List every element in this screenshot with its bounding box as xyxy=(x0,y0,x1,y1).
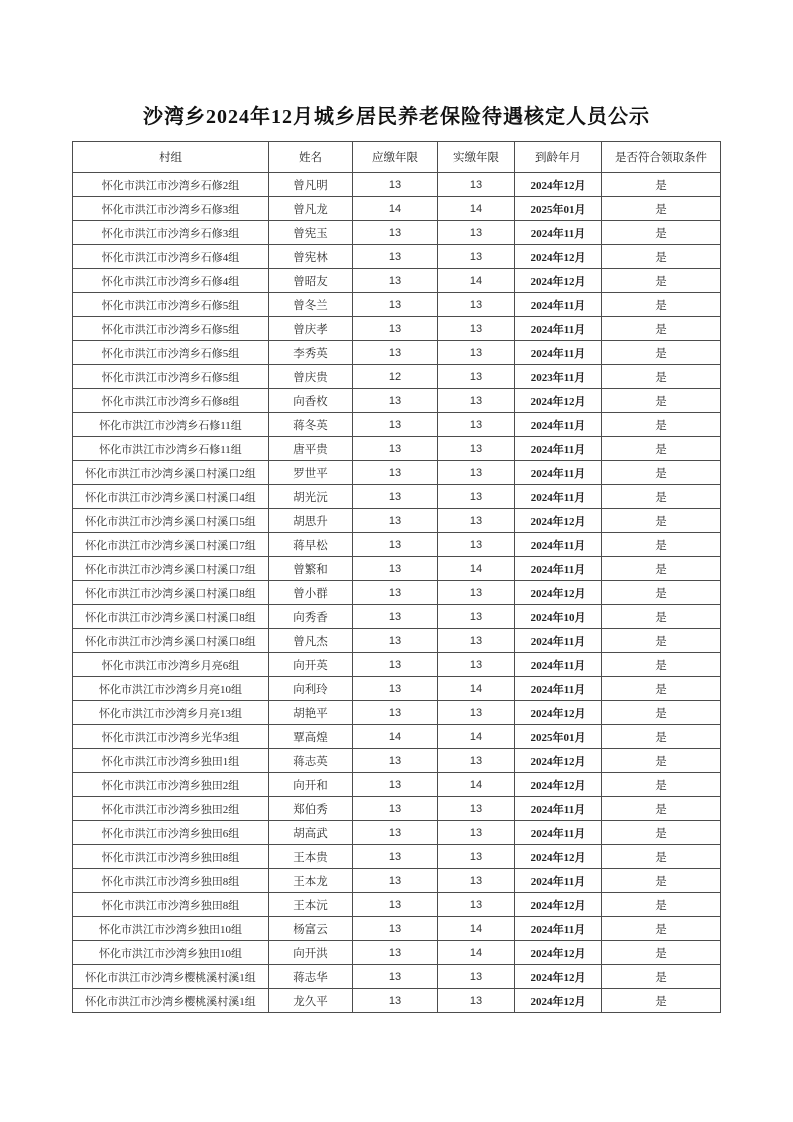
table-row xyxy=(73,173,721,197)
cell-village-group: 怀化市洪江市沙湾乡石修5组 xyxy=(73,317,269,341)
cell-eligibility: 是 xyxy=(602,173,721,197)
cell-village-group: 怀化市洪江市沙湾乡石修5组 xyxy=(73,293,269,317)
cell-eligibility: 是 xyxy=(602,917,721,941)
cell-years-due: 13 xyxy=(353,869,438,893)
cell-age-month: 2024年11月 xyxy=(515,293,602,317)
cell-name: 向开和 xyxy=(269,773,353,797)
cell-age-month: 2024年11月 xyxy=(515,341,602,365)
cell-years-due: 13 xyxy=(353,917,438,941)
table-row xyxy=(73,605,721,629)
cell-village-group: 怀化市洪江市沙湾乡溪口村溪口7组 xyxy=(73,533,269,557)
header-years-paid: 实缴年限 xyxy=(438,142,515,173)
table-row xyxy=(73,725,721,749)
cell-name: 胡思升 xyxy=(269,509,353,533)
header-eligibility: 是否符合领取条件 xyxy=(602,142,721,173)
cell-age-month: 2024年11月 xyxy=(515,533,602,557)
cell-years-due: 13 xyxy=(353,173,438,197)
cell-years-paid: 13 xyxy=(438,413,515,437)
cell-years-due: 13 xyxy=(353,557,438,581)
cell-years-due: 14 xyxy=(353,197,438,221)
cell-eligibility: 是 xyxy=(602,749,721,773)
cell-years-due: 13 xyxy=(353,629,438,653)
cell-years-due: 13 xyxy=(353,773,438,797)
cell-eligibility: 是 xyxy=(602,485,721,509)
cell-eligibility: 是 xyxy=(602,509,721,533)
cell-years-due: 13 xyxy=(353,461,438,485)
table-header-row xyxy=(73,142,721,173)
cell-years-due: 13 xyxy=(353,653,438,677)
cell-years-due: 13 xyxy=(353,581,438,605)
cell-name: 曾宪林 xyxy=(269,245,353,269)
cell-village-group: 怀化市洪江市沙湾乡独田1组 xyxy=(73,749,269,773)
cell-eligibility: 是 xyxy=(602,341,721,365)
cell-eligibility: 是 xyxy=(602,941,721,965)
cell-village-group: 怀化市洪江市沙湾乡石修5组 xyxy=(73,365,269,389)
cell-village-group: 怀化市洪江市沙湾乡月亮13组 xyxy=(73,701,269,725)
header-age-month: 到龄年月 xyxy=(515,142,602,173)
table-row xyxy=(73,317,721,341)
table-row xyxy=(73,653,721,677)
cell-years-paid: 13 xyxy=(438,437,515,461)
cell-village-group: 怀化市洪江市沙湾乡樱桃溪村溪1组 xyxy=(73,989,269,1013)
cell-name: 王本龙 xyxy=(269,869,353,893)
cell-name: 胡艳平 xyxy=(269,701,353,725)
cell-years-due: 13 xyxy=(353,989,438,1013)
cell-name: 向利玲 xyxy=(269,677,353,701)
cell-name: 曾庆贵 xyxy=(269,365,353,389)
cell-eligibility: 是 xyxy=(602,533,721,557)
cell-eligibility: 是 xyxy=(602,413,721,437)
table-row xyxy=(73,221,721,245)
cell-name: 曾繁和 xyxy=(269,557,353,581)
cell-name: 曾冬兰 xyxy=(269,293,353,317)
cell-eligibility: 是 xyxy=(602,317,721,341)
cell-age-month: 2024年12月 xyxy=(515,989,602,1013)
cell-years-paid: 13 xyxy=(438,293,515,317)
cell-eligibility: 是 xyxy=(602,821,721,845)
cell-years-paid: 13 xyxy=(438,653,515,677)
table-row xyxy=(73,533,721,557)
cell-years-paid: 14 xyxy=(438,557,515,581)
cell-village-group: 怀化市洪江市沙湾乡溪口村溪口7组 xyxy=(73,557,269,581)
cell-eligibility: 是 xyxy=(602,245,721,269)
cell-name: 龙久平 xyxy=(269,989,353,1013)
cell-age-month: 2024年11月 xyxy=(515,821,602,845)
cell-eligibility: 是 xyxy=(602,293,721,317)
cell-years-due: 13 xyxy=(353,341,438,365)
cell-eligibility: 是 xyxy=(602,437,721,461)
table-row xyxy=(73,797,721,821)
cell-years-due: 13 xyxy=(353,677,438,701)
table-row xyxy=(73,677,721,701)
cell-village-group: 怀化市洪江市沙湾乡独田10组 xyxy=(73,917,269,941)
cell-village-group: 怀化市洪江市沙湾乡月亮10组 xyxy=(73,677,269,701)
page-title: 沙湾乡2024年12月城乡居民养老保险待遇核定人员公示 xyxy=(143,106,650,128)
table-body xyxy=(73,173,721,1013)
cell-years-paid: 13 xyxy=(438,797,515,821)
table-row xyxy=(73,629,721,653)
cell-age-month: 2024年11月 xyxy=(515,917,602,941)
table-row xyxy=(73,821,721,845)
cell-name: 向开英 xyxy=(269,653,353,677)
cell-age-month: 2024年11月 xyxy=(515,797,602,821)
table-row xyxy=(73,485,721,509)
cell-age-month: 2024年12月 xyxy=(515,845,602,869)
cell-years-paid: 13 xyxy=(438,173,515,197)
cell-eligibility: 是 xyxy=(602,893,721,917)
cell-age-month: 2024年11月 xyxy=(515,677,602,701)
cell-years-due: 13 xyxy=(353,821,438,845)
cell-age-month: 2025年01月 xyxy=(515,197,602,221)
cell-village-group: 怀化市洪江市沙湾乡石修4组 xyxy=(73,245,269,269)
cell-eligibility: 是 xyxy=(602,677,721,701)
cell-name: 蒋志英 xyxy=(269,749,353,773)
cell-age-month: 2024年11月 xyxy=(515,869,602,893)
cell-name: 覃高煌 xyxy=(269,725,353,749)
table-row xyxy=(73,437,721,461)
cell-village-group: 怀化市洪江市沙湾乡樱桃溪村溪1组 xyxy=(73,965,269,989)
cell-village-group: 怀化市洪江市沙湾乡石修3组 xyxy=(73,221,269,245)
cell-years-due: 14 xyxy=(353,725,438,749)
cell-age-month: 2024年12月 xyxy=(515,581,602,605)
table-row xyxy=(73,845,721,869)
cell-name: 郑伯秀 xyxy=(269,797,353,821)
cell-years-paid: 13 xyxy=(438,221,515,245)
cell-age-month: 2025年01月 xyxy=(515,725,602,749)
cell-name: 曾小群 xyxy=(269,581,353,605)
table-row xyxy=(73,773,721,797)
table-row xyxy=(73,989,721,1013)
header-years-due: 应缴年限 xyxy=(353,142,438,173)
cell-years-paid: 13 xyxy=(438,701,515,725)
cell-name: 曾凡龙 xyxy=(269,197,353,221)
cell-age-month: 2024年12月 xyxy=(515,269,602,293)
cell-name: 向开洪 xyxy=(269,941,353,965)
cell-age-month: 2024年11月 xyxy=(515,461,602,485)
cell-years-due: 13 xyxy=(353,605,438,629)
cell-village-group: 怀化市洪江市沙湾乡溪口村溪口8组 xyxy=(73,605,269,629)
cell-name: 曾宪玉 xyxy=(269,221,353,245)
cell-eligibility: 是 xyxy=(602,197,721,221)
cell-age-month: 2024年11月 xyxy=(515,221,602,245)
cell-eligibility: 是 xyxy=(602,773,721,797)
cell-years-due: 13 xyxy=(353,245,438,269)
cell-age-month: 2024年12月 xyxy=(515,749,602,773)
cell-years-paid: 13 xyxy=(438,389,515,413)
cell-years-paid: 13 xyxy=(438,509,515,533)
cell-age-month: 2024年12月 xyxy=(515,173,602,197)
cell-years-due: 13 xyxy=(353,941,438,965)
cell-years-paid: 14 xyxy=(438,197,515,221)
table-row xyxy=(73,557,721,581)
cell-eligibility: 是 xyxy=(602,605,721,629)
cell-eligibility: 是 xyxy=(602,221,721,245)
table-row xyxy=(73,269,721,293)
cell-years-due: 13 xyxy=(353,893,438,917)
cell-eligibility: 是 xyxy=(602,389,721,413)
header-village-group: 村组 xyxy=(73,142,269,173)
cell-age-month: 2024年11月 xyxy=(515,413,602,437)
cell-age-month: 2024年12月 xyxy=(515,941,602,965)
cell-name: 蒋早松 xyxy=(269,533,353,557)
cell-village-group: 怀化市洪江市沙湾乡独田2组 xyxy=(73,773,269,797)
cell-eligibility: 是 xyxy=(602,461,721,485)
cell-eligibility: 是 xyxy=(602,581,721,605)
table-row xyxy=(73,869,721,893)
cell-village-group: 怀化市洪江市沙湾乡石修8组 xyxy=(73,389,269,413)
cell-age-month: 2023年11月 xyxy=(515,365,602,389)
cell-name: 曾凡杰 xyxy=(269,629,353,653)
cell-name: 杨富云 xyxy=(269,917,353,941)
table-row xyxy=(73,245,721,269)
cell-years-due: 13 xyxy=(353,845,438,869)
cell-eligibility: 是 xyxy=(602,869,721,893)
cell-name: 曾庆孝 xyxy=(269,317,353,341)
cell-years-due: 13 xyxy=(353,485,438,509)
cell-age-month: 2024年12月 xyxy=(515,965,602,989)
cell-age-month: 2024年11月 xyxy=(515,629,602,653)
cell-years-paid: 14 xyxy=(438,941,515,965)
cell-age-month: 2024年10月 xyxy=(515,605,602,629)
cell-years-paid: 13 xyxy=(438,989,515,1013)
cell-village-group: 怀化市洪江市沙湾乡溪口村溪口2组 xyxy=(73,461,269,485)
table-row xyxy=(73,701,721,725)
table-row xyxy=(73,965,721,989)
cell-years-due: 13 xyxy=(353,797,438,821)
cell-name: 蒋冬英 xyxy=(269,413,353,437)
cell-name: 王本贵 xyxy=(269,845,353,869)
cell-age-month: 2024年12月 xyxy=(515,245,602,269)
cell-village-group: 怀化市洪江市沙湾乡石修11组 xyxy=(73,437,269,461)
cell-name: 胡高武 xyxy=(269,821,353,845)
cell-years-paid: 13 xyxy=(438,581,515,605)
cell-age-month: 2024年12月 xyxy=(515,701,602,725)
cell-age-month: 2024年11月 xyxy=(515,557,602,581)
cell-years-paid: 13 xyxy=(438,869,515,893)
cell-eligibility: 是 xyxy=(602,701,721,725)
cell-years-due: 12 xyxy=(353,365,438,389)
cell-years-paid: 13 xyxy=(438,485,515,509)
cell-village-group: 怀化市洪江市沙湾乡独田8组 xyxy=(73,845,269,869)
cell-eligibility: 是 xyxy=(602,629,721,653)
cell-years-paid: 14 xyxy=(438,917,515,941)
cell-eligibility: 是 xyxy=(602,557,721,581)
table-row xyxy=(73,749,721,773)
cell-name: 蒋志华 xyxy=(269,965,353,989)
cell-years-paid: 14 xyxy=(438,773,515,797)
table-row xyxy=(73,917,721,941)
cell-village-group: 怀化市洪江市沙湾乡独田10组 xyxy=(73,941,269,965)
cell-years-due: 13 xyxy=(353,749,438,773)
pension-notice-table xyxy=(72,141,721,1013)
cell-years-paid: 13 xyxy=(438,461,515,485)
cell-village-group: 怀化市洪江市沙湾乡溪口村溪口4组 xyxy=(73,485,269,509)
cell-years-due: 13 xyxy=(353,509,438,533)
table-row xyxy=(73,461,721,485)
cell-age-month: 2024年11月 xyxy=(515,437,602,461)
cell-years-paid: 13 xyxy=(438,341,515,365)
cell-age-month: 2024年11月 xyxy=(515,653,602,677)
cell-village-group: 怀化市洪江市沙湾乡石修4组 xyxy=(73,269,269,293)
table-row xyxy=(73,365,721,389)
cell-age-month: 2024年12月 xyxy=(515,893,602,917)
cell-years-paid: 13 xyxy=(438,365,515,389)
cell-age-month: 2024年11月 xyxy=(515,317,602,341)
cell-village-group: 怀化市洪江市沙湾乡溪口村溪口8组 xyxy=(73,581,269,605)
cell-years-paid: 14 xyxy=(438,269,515,293)
cell-years-due: 13 xyxy=(353,221,438,245)
cell-years-paid: 13 xyxy=(438,893,515,917)
cell-years-due: 13 xyxy=(353,437,438,461)
table-row xyxy=(73,581,721,605)
header-name: 姓名 xyxy=(269,142,353,173)
cell-village-group: 怀化市洪江市沙湾乡独田8组 xyxy=(73,869,269,893)
cell-village-group: 怀化市洪江市沙湾乡石修3组 xyxy=(73,197,269,221)
cell-years-paid: 13 xyxy=(438,821,515,845)
cell-age-month: 2024年12月 xyxy=(515,389,602,413)
cell-years-paid: 13 xyxy=(438,749,515,773)
cell-eligibility: 是 xyxy=(602,269,721,293)
cell-name: 胡光沅 xyxy=(269,485,353,509)
cell-village-group: 怀化市洪江市沙湾乡石修11组 xyxy=(73,413,269,437)
cell-eligibility: 是 xyxy=(602,965,721,989)
table-row xyxy=(73,413,721,437)
cell-village-group: 怀化市洪江市沙湾乡月亮6组 xyxy=(73,653,269,677)
cell-years-due: 13 xyxy=(353,293,438,317)
table-row xyxy=(73,341,721,365)
cell-eligibility: 是 xyxy=(602,725,721,749)
cell-village-group: 怀化市洪江市沙湾乡独田2组 xyxy=(73,797,269,821)
table-row xyxy=(73,893,721,917)
cell-age-month: 2024年12月 xyxy=(515,509,602,533)
cell-village-group: 怀化市洪江市沙湾乡石修2组 xyxy=(73,173,269,197)
cell-years-due: 13 xyxy=(353,533,438,557)
cell-years-paid: 13 xyxy=(438,317,515,341)
cell-years-paid: 13 xyxy=(438,629,515,653)
cell-eligibility: 是 xyxy=(602,797,721,821)
table-row xyxy=(73,293,721,317)
cell-name: 曾凡明 xyxy=(269,173,353,197)
cell-years-paid: 13 xyxy=(438,533,515,557)
cell-name: 向香枚 xyxy=(269,389,353,413)
cell-village-group: 怀化市洪江市沙湾乡独田8组 xyxy=(73,893,269,917)
cell-years-paid: 14 xyxy=(438,725,515,749)
cell-name: 李秀英 xyxy=(269,341,353,365)
cell-years-paid: 13 xyxy=(438,965,515,989)
cell-village-group: 怀化市洪江市沙湾乡溪口村溪口5组 xyxy=(73,509,269,533)
cell-village-group: 怀化市洪江市沙湾乡独田6组 xyxy=(73,821,269,845)
cell-years-due: 13 xyxy=(353,317,438,341)
table-row xyxy=(73,389,721,413)
table-row xyxy=(73,509,721,533)
cell-years-paid: 13 xyxy=(438,245,515,269)
cell-age-month: 2024年11月 xyxy=(515,485,602,509)
cell-village-group: 怀化市洪江市沙湾乡溪口村溪口8组 xyxy=(73,629,269,653)
cell-name: 罗世平 xyxy=(269,461,353,485)
cell-years-paid: 13 xyxy=(438,845,515,869)
cell-years-due: 13 xyxy=(353,413,438,437)
cell-years-due: 13 xyxy=(353,389,438,413)
cell-village-group: 怀化市洪江市沙湾乡光华3组 xyxy=(73,725,269,749)
cell-years-due: 13 xyxy=(353,965,438,989)
cell-name: 王本沅 xyxy=(269,893,353,917)
cell-age-month: 2024年12月 xyxy=(515,773,602,797)
cell-name: 向秀香 xyxy=(269,605,353,629)
cell-name: 唐平贵 xyxy=(269,437,353,461)
cell-years-paid: 14 xyxy=(438,677,515,701)
cell-eligibility: 是 xyxy=(602,653,721,677)
cell-years-due: 13 xyxy=(353,701,438,725)
cell-years-paid: 13 xyxy=(438,605,515,629)
table-row xyxy=(73,197,721,221)
cell-eligibility: 是 xyxy=(602,365,721,389)
cell-years-due: 13 xyxy=(353,269,438,293)
cell-name: 曾昭友 xyxy=(269,269,353,293)
cell-eligibility: 是 xyxy=(602,989,721,1013)
cell-village-group: 怀化市洪江市沙湾乡石修5组 xyxy=(73,341,269,365)
cell-eligibility: 是 xyxy=(602,845,721,869)
table-row xyxy=(73,941,721,965)
